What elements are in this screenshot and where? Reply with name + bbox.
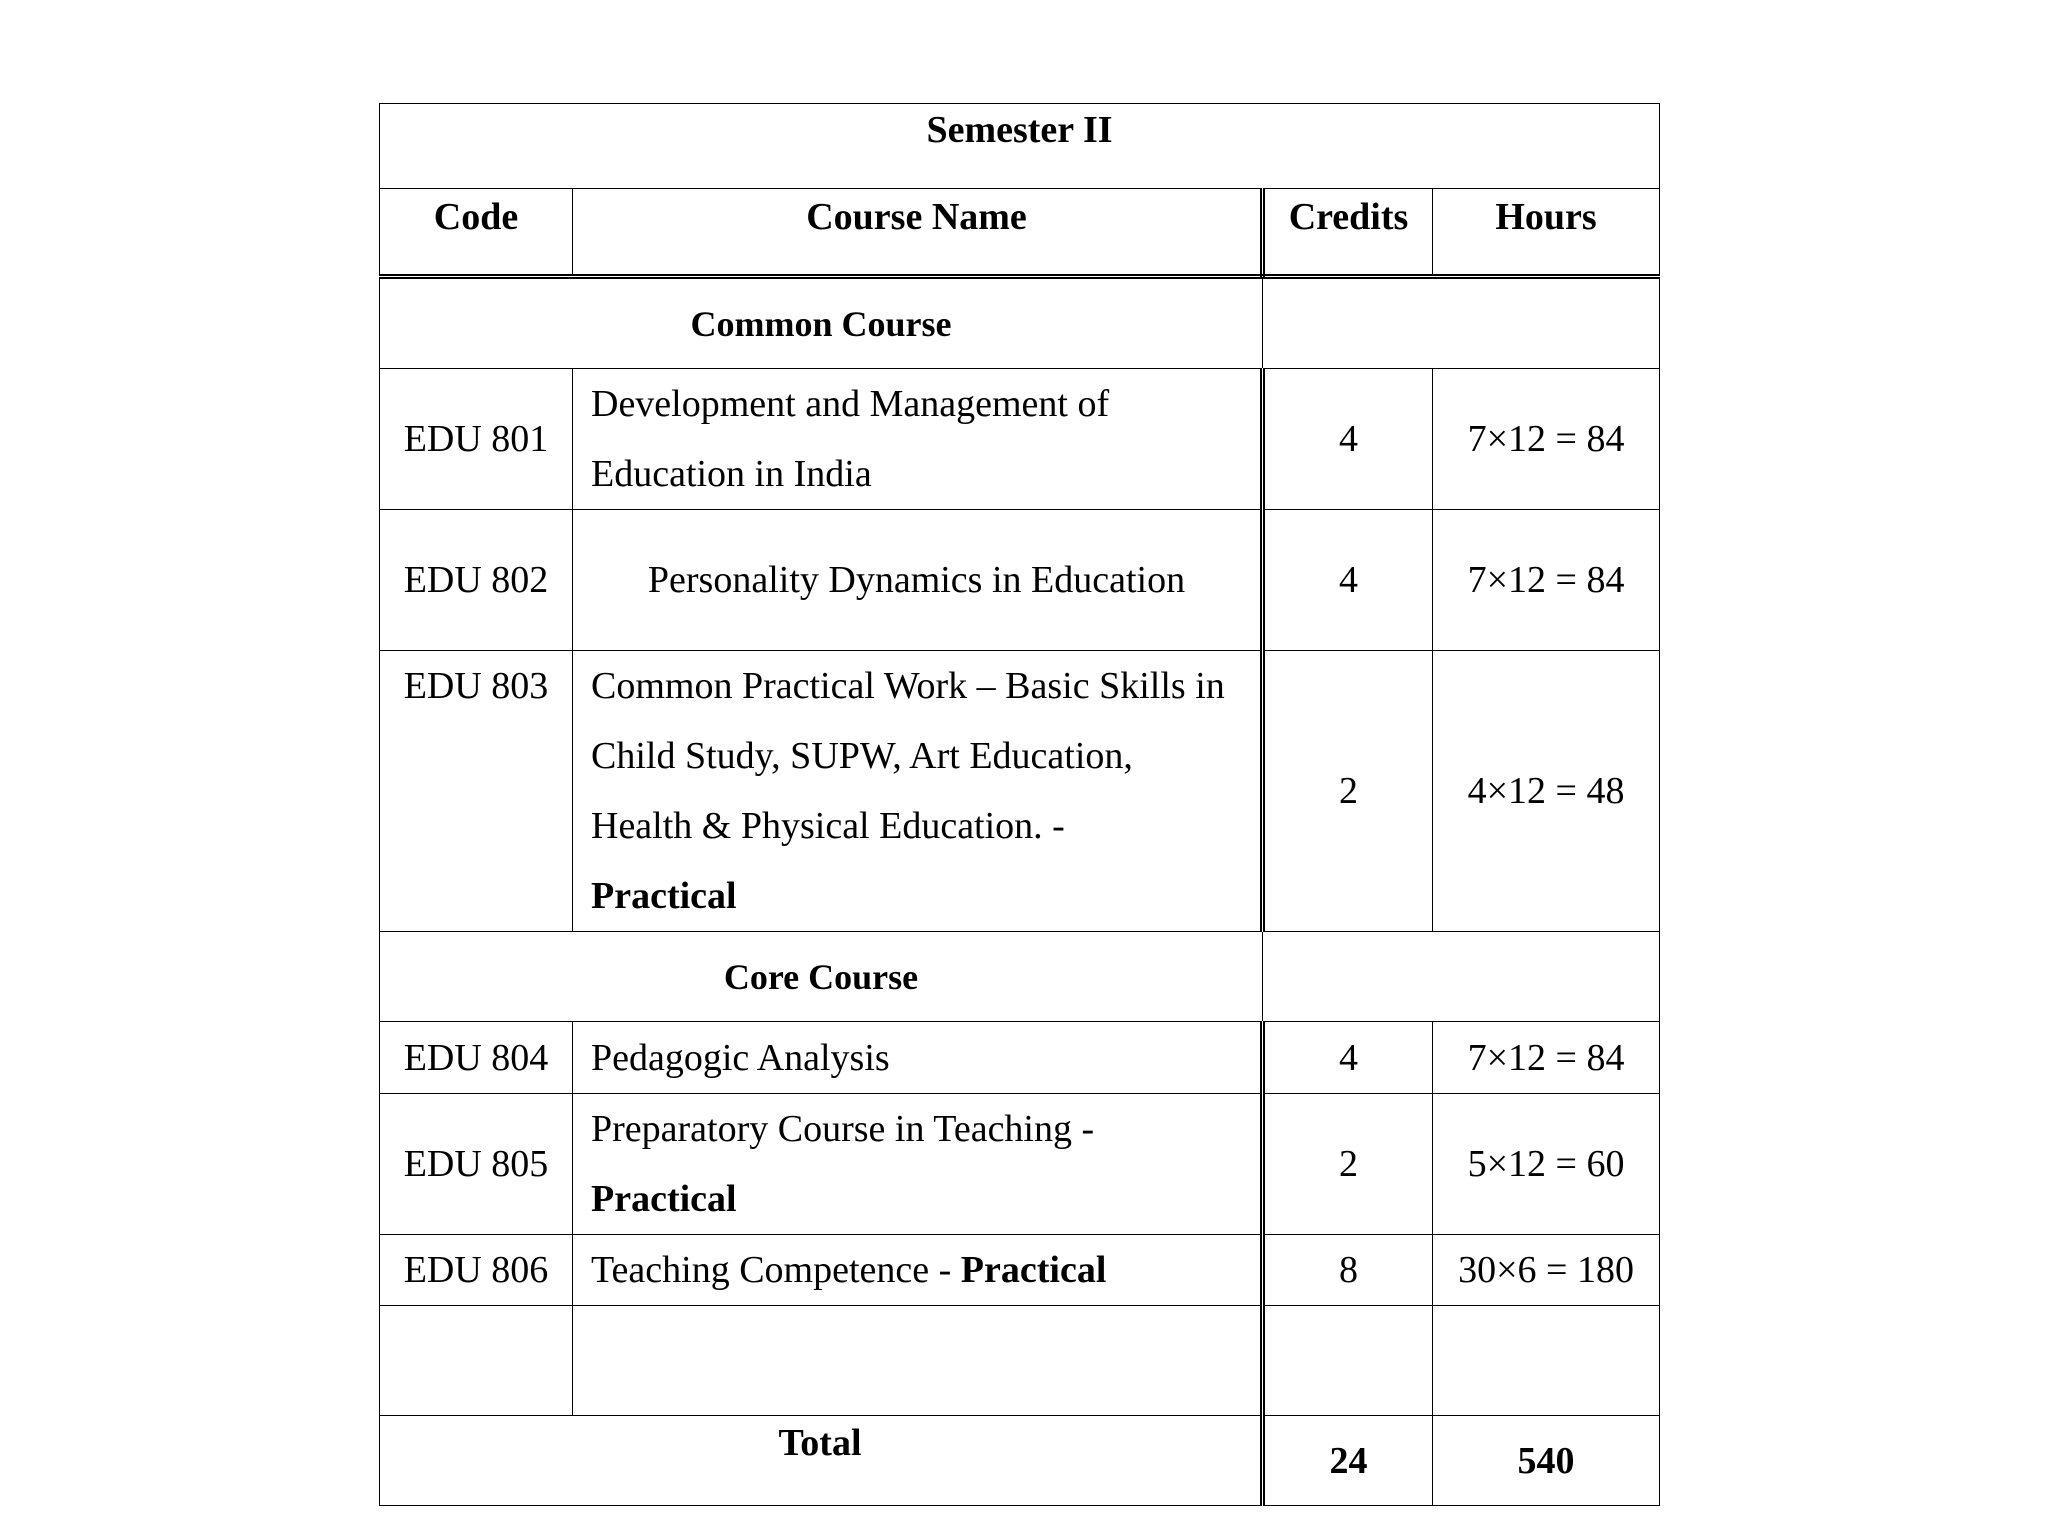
header-code: Code [380, 189, 573, 277]
course-code: EDU 803 [380, 651, 573, 932]
course-name-text: Common Practical Work – Basic Skills in Child Study, SUPW, Art Education, Health & Physical Education. - [591, 665, 1225, 847]
course-table-sheet [379, 103, 1659, 1506]
header-course-name: Course Name [573, 189, 1263, 277]
course-practical-tag: Practical [591, 1178, 737, 1220]
empty-cell [380, 1306, 573, 1416]
course-credits: 8 [1263, 1235, 1433, 1306]
course-hours: 7×12 = 84 [1433, 1022, 1660, 1094]
section-row-core [380, 932, 1660, 1022]
course-credits: 4 [1263, 369, 1433, 510]
section-row-common [380, 277, 1660, 369]
section-label-core: Core Course [380, 932, 1263, 1022]
table-row [380, 369, 1660, 510]
course-credits: 4 [1263, 1022, 1433, 1094]
empty-cell [573, 1306, 1263, 1416]
course-code: EDU 802 [380, 510, 573, 651]
course-code: EDU 804 [380, 1022, 573, 1094]
course-hours: 5×12 = 60 [1433, 1094, 1660, 1235]
course-name [573, 1094, 1263, 1235]
course-hours: 7×12 = 84 [1433, 510, 1660, 651]
course-name [573, 369, 1263, 510]
empty-cell [1433, 1306, 1660, 1416]
course-hours: 30×6 = 180 [1433, 1235, 1660, 1306]
table-title: Semester II [380, 104, 1660, 189]
total-row [380, 1416, 1660, 1506]
table-row [380, 1235, 1660, 1306]
header-credits: Credits [1263, 189, 1433, 277]
semester-course-table [379, 103, 1660, 1506]
course-credits: 2 [1263, 651, 1433, 932]
table-row [380, 651, 1660, 932]
table-row [380, 510, 1660, 651]
course-credits: 2 [1263, 1094, 1433, 1235]
course-code: EDU 806 [380, 1235, 573, 1306]
table-row [380, 1022, 1660, 1094]
course-name-text: Personality Dynamics in Education [647, 559, 1186, 601]
header-row [380, 189, 1660, 277]
course-practical-tag: Practical [960, 1249, 1107, 1291]
course-code: EDU 805 [380, 1094, 573, 1235]
section-empty-cell [1263, 277, 1660, 369]
empty-row [380, 1306, 1660, 1416]
course-hours: 4×12 = 48 [1433, 651, 1660, 932]
course-name-text: Pedagogic Analysis [591, 1036, 890, 1079]
course-name-text: Teaching Competence - [591, 1249, 952, 1291]
total-credits: 24 [1263, 1416, 1433, 1506]
table-title-row [380, 104, 1660, 189]
course-name-text: Preparatory Course in Teaching - [591, 1108, 1095, 1150]
course-name [573, 510, 1263, 651]
total-label: Total [380, 1416, 1263, 1506]
course-hours: 7×12 = 84 [1433, 369, 1660, 510]
course-name-text: Development and Management of Education in India [591, 383, 1110, 495]
course-name [573, 1022, 1263, 1094]
header-hours: Hours [1433, 189, 1660, 277]
section-empty-cell [1263, 932, 1660, 1022]
course-name [573, 651, 1263, 932]
course-practical-tag: Practical [591, 875, 737, 917]
course-name [573, 1235, 1263, 1306]
total-hours: 540 [1433, 1416, 1660, 1506]
course-credits: 4 [1263, 510, 1433, 651]
course-code: EDU 801 [380, 369, 573, 510]
section-label-common: Common Course [380, 277, 1263, 369]
table-row [380, 1094, 1660, 1235]
empty-cell [1263, 1306, 1433, 1416]
